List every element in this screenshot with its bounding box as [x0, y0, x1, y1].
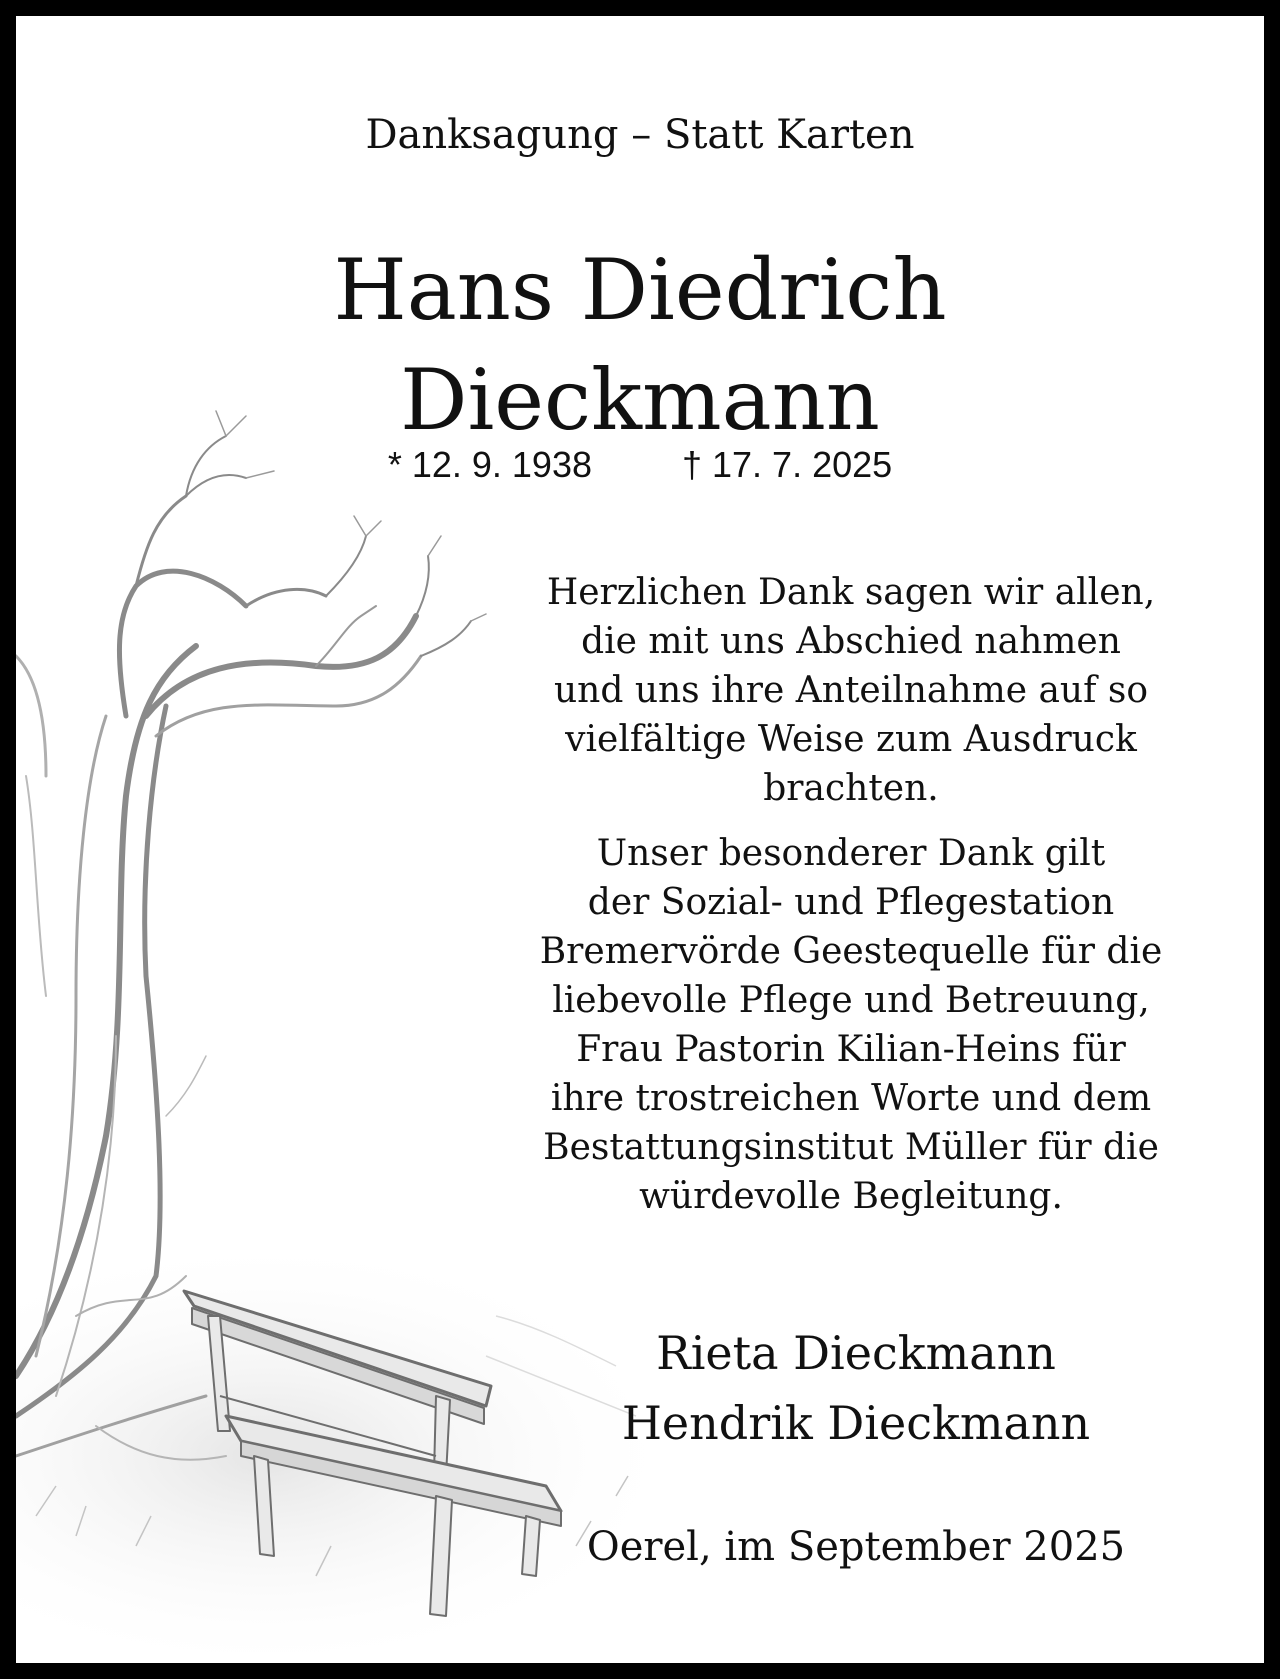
signer-name: Hendrik Dieckmann: [621, 1396, 1091, 1450]
paragraph-line: Unser besonderer Dank gilt: [596, 833, 1106, 874]
life-dates: [16, 444, 1264, 486]
paragraph-line: Herzlichen Dank sagen wir allen,: [546, 572, 1156, 613]
paragraph-line: vielfältige Weise zum Ausdruck: [565, 719, 1137, 760]
paragraph-line: Frau Pastorin Kilian-Heins für: [576, 1029, 1126, 1070]
paragraph-line: ihre trostreichen Worte und dem: [550, 1078, 1152, 1119]
death-date: † 17. 7. 2025: [681, 444, 893, 485]
birth-date: * 12. 9. 1938: [387, 444, 592, 485]
paragraph-line: liebevolle Pflege und Betreuung,: [552, 980, 1150, 1021]
paragraph-line: Bestattungsinstitut Müller für die: [543, 1127, 1159, 1168]
obituary-notice: [16, 16, 1264, 1663]
paragraph-line: und uns ihre Anteilnahme auf so: [553, 670, 1149, 711]
thanks-paragraph-2: [471, 829, 1231, 1221]
signers: [516, 1318, 1196, 1458]
deceased-name-line2: Dieckmann: [400, 351, 880, 449]
paragraph-line: Bremervörde Geestequelle für die: [539, 931, 1163, 972]
signer-name: Rieta Dieckmann: [656, 1326, 1056, 1380]
notice-header: Danksagung – Statt Karten: [365, 112, 915, 158]
paragraph-line: der Sozial- und Pflegestation: [587, 882, 1115, 923]
paragraph-line: würdevolle Begleitung.: [639, 1176, 1063, 1217]
paragraph-line: brachten.: [763, 768, 939, 809]
deceased-name-line1: Hans Diedrich: [333, 241, 947, 339]
thanks-paragraph-1: [471, 568, 1231, 813]
place-and-date: Oerel, im September 2025: [586, 1524, 1126, 1570]
paragraph-line: die mit uns Abschied nahmen: [581, 621, 1121, 662]
